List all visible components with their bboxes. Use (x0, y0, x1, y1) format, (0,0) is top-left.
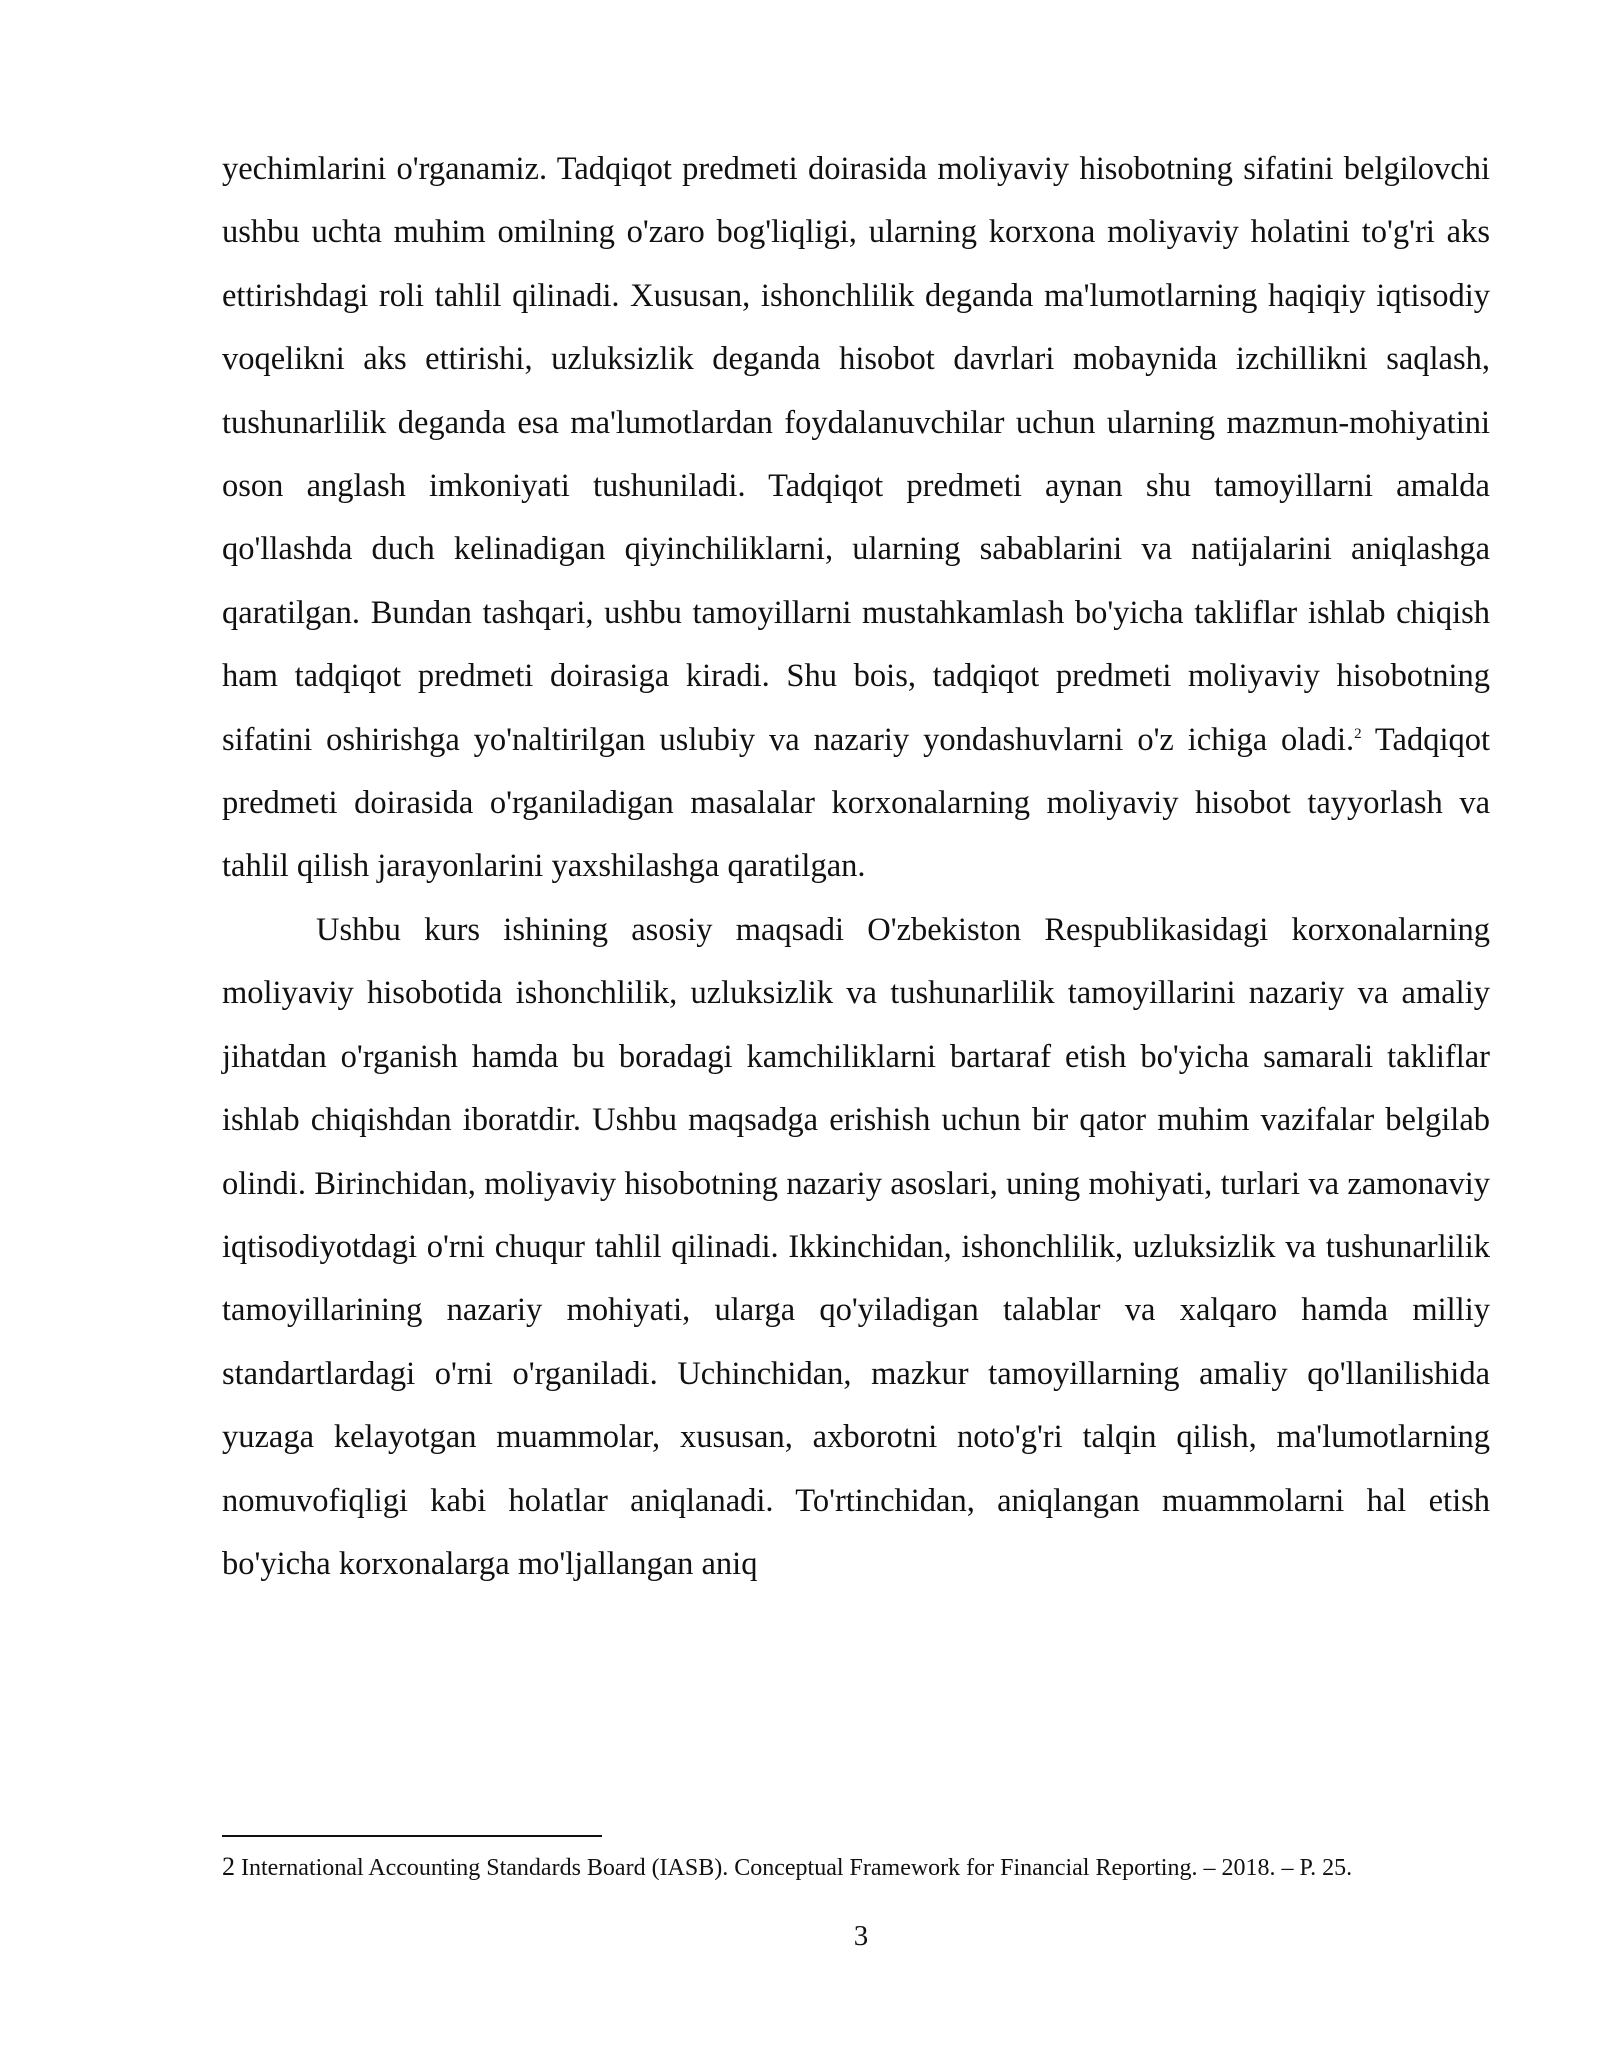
body-text (222, 138, 1490, 1596)
page-number: 3 (853, 1920, 869, 1952)
footnote-text: International Accounting Standards Board (IASB). Conceptual Framework for Financial Reporting. – 2018. – P. 25. (241, 1855, 1353, 1881)
paragraph-text: yechimlarini o'rganamiz. Tadqiqot predmeti doirasida moliyaviy hisobotning sifatini belgilovchi ushbu uchta muhim omilning o'zaro bog'liqligi, ularning korxona moliyaviy holatini to'g'ri aks ettirishdagi roli tahlil qilinadi. Xususan, ishonchlilik deganda ma'lumotlarning haqiqiy iqtisodiy voqelikni aks ettirishi, uzluksizlik deganda hisobot davrlari mobaynida izchillikni saqlash, tushunarlilik deganda esa ma'lumotlardan foydalanuvchilar uchun ularning mazmun-mohiyatini oson anglash imkoniyati tushuniladi. Tadqiqot predmeti aynan shu tamoyillarni amalda qo'llashda duch kelinadigan qiyinchiliklarni, ularning sabablarini va natijalarini aniqlashga qaratilgan. Bundan tashqari, ushbu tamoyillarni mustahkamlash bo'yicha takliflar ishlab chiqish ham tadqiqot predmeti doirasiga kiradi. Shu bois, tadqiqot predmeti moliyaviy hisobotning sifatini oshirishga yo'naltirilgan uslubiy va nazariy yondashuvlarni o'z ichiga oladi. (222, 151, 1490, 758)
footnote (222, 1850, 1490, 1885)
paragraph-research-goal: Ushbu kurs ishining asosiy maqsadi O'zbekiston Respublikasidagi korxonalarning moliyaviy hisobotida ishonchlilik, uzluksizlik va tushunarlilik tamoyillarini nazariy va amaliy jihatdan o'rganish hamda bu boradagi kamchiliklarni bartaraf etish bo'yicha samarali takliflar ishlab chiqishdan iboratdir. Ushbu maqsadga erishish uchun bir qator muhim vazifalar belgilab olindi. Birinchidan, moliyaviy hisobotning nazariy asoslari, uning mohiyati, turlari va zamonaviy iqtisodiyotdagi o'rni chuqur tahlil qilinadi. Ikkinchidan, ishonchlilik, uzluksizlik va tushunarlilik tamoyillarining nazariy mohiyati, ularga qo'yiladigan talablar va xalqaro hamda milliy standartlardagi o'rni o'rganiladi. Uchinchidan, mazkur tamoyillarning amaliy qo'llanilishida yuzaga kelayotgan muammolar, xususan, axborotni noto'g'ri talqin qilish, ma'lumotlarning nomuvofiqligi kabi holatlar aniqlanadi. To'rtinchidan, aniqlangan muammolarni hal etish bo'yicha korxonalarga mo'ljallangan aniq (222, 911, 1490, 1582)
footnote-separator (222, 1835, 602, 1837)
footnote-reference[interactable]: 2 (1354, 725, 1362, 742)
footnote-number: 2 (222, 1852, 235, 1881)
paragraph-text-continued: Tadqiqot predmeti doirasida o'rganiladigan masalalar korxonalarning moliyaviy hisobot tayyorlash va tahlil qilish jarayonlarini yaxshilashga qaratilgan. (222, 721, 1490, 885)
paragraph-research-subject (222, 138, 1490, 899)
